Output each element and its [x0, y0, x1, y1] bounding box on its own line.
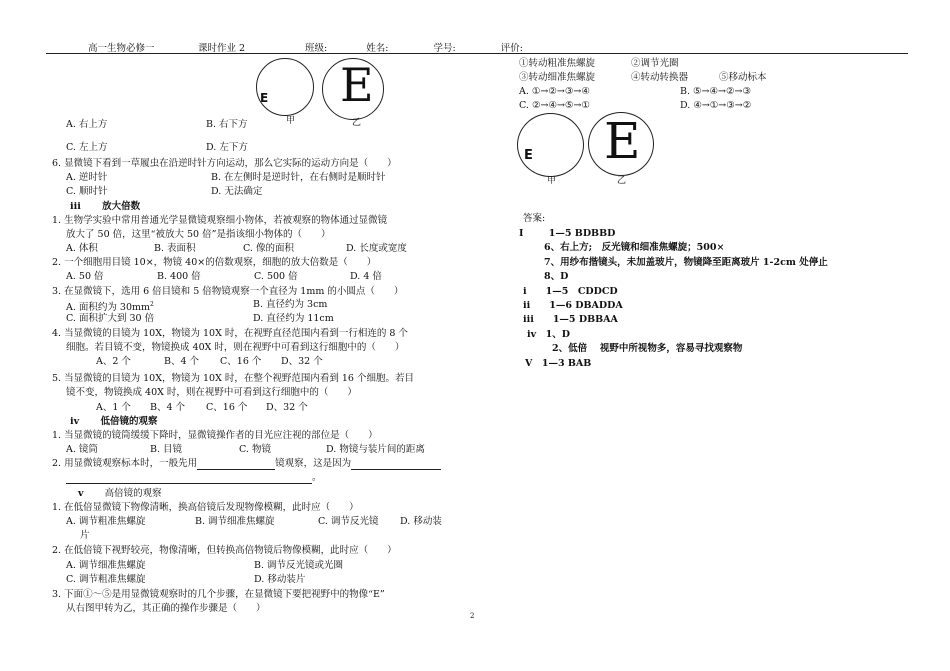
s3q3-option-d: D. 直径约为 11cm	[253, 313, 334, 324]
step-3: ③转动细准焦螺旋	[519, 72, 596, 83]
s3q4-option-a: A、2 个	[96, 356, 131, 367]
s3q5-line1: 5. 当显微镜的目镜为 10X，物镜为 10X 时，在整个视野范围内看到 16 个细胞。若目	[52, 373, 414, 384]
name-label: 姓名:	[366, 43, 389, 54]
answer-v: V 1—3 BAB	[525, 358, 592, 369]
s5q1-option-c: C. 调节反光镜	[318, 516, 379, 527]
q5-option-d: D. 左下方	[206, 142, 248, 153]
s4q1-text: 1. 当显微镜的镜筒缓缓下降时，显微镜操作者的目光应注视的部位是（ ）	[52, 430, 378, 441]
answer-i-number: I	[519, 228, 524, 239]
s5q1-text: 1. 在低倍显微镜下物像清晰，换高倍镜后发现物像模糊，此时应（ ）	[52, 502, 359, 513]
section-v-title: 高倍镜的观察	[104, 488, 162, 499]
s4q1-option-d: D. 物镜与装片间的距离	[326, 444, 425, 455]
label-jia-right: 甲	[547, 176, 557, 186]
section-iv-heading	[70, 415, 157, 428]
q5-option-b: B. 右下方	[206, 119, 248, 130]
section-v-heading	[78, 487, 162, 500]
s3q2-option-d: D. 4 倍	[350, 271, 382, 282]
section-iii-heading	[70, 200, 140, 213]
header-info-fields	[305, 40, 559, 54]
s5q3-option-b: B. ⑤→④→②→③	[680, 86, 751, 97]
s3q2-option-a: A. 50 倍	[66, 271, 104, 282]
s4q2-blank-3[interactable]	[66, 473, 312, 484]
s3q2-text: 2. 一个细胞用目镜 10×，物镜 40×的倍数观察，细胞的放大倍数是（ ）	[52, 257, 377, 268]
s5q1-option-a: A. 调节粗准焦螺旋	[66, 516, 146, 527]
q5-option-a: A. 右上方	[66, 119, 108, 130]
s4q2-line1	[52, 457, 441, 470]
letter-e-small-right: E	[524, 148, 533, 163]
s3q2-option-c: C. 500 倍	[254, 271, 298, 282]
letter-e-small: E	[260, 91, 269, 105]
class-label: 班级:	[305, 43, 328, 54]
s5q2-option-a: A. 调节细准焦螺旋	[66, 560, 146, 571]
answer-i-small: i 1—5 CDDCD	[523, 286, 618, 297]
answer-i-1-5: 1—5 BDBBD	[548, 228, 616, 239]
section-iv-title: 低倍镜的观察	[100, 416, 158, 427]
s3q3-option-a-text: A. 面积约为 30mm	[66, 302, 151, 314]
label-yi: 乙	[352, 118, 362, 128]
s5q1-option-d: D. 移动装	[400, 516, 442, 527]
s3q1-option-a: A. 体积	[66, 243, 98, 254]
answers-title: 答案:	[523, 213, 546, 224]
s4q1-option-c: C. 物镜	[239, 444, 271, 455]
s5q1-option-b: B. 调节细准焦螺旋	[195, 516, 275, 527]
step-1: ①转动粗准焦螺旋	[519, 58, 596, 69]
letter-e-large: E	[340, 58, 374, 112]
step-2: ②调节光圈	[631, 58, 679, 69]
q6-option-c: C. 顺时针	[66, 186, 108, 197]
q6-option-b: B. 在左侧时是逆时针，在右侧时是顺时针	[211, 172, 386, 183]
s5q2-option-b: B. 调节反光镜或光圈	[254, 560, 344, 571]
s4q2-middle: 镜观察，这是因为	[275, 458, 352, 469]
eval-label: 评价:	[500, 43, 523, 54]
s4q1-option-a: A. 镜筒	[66, 444, 98, 455]
s3q3-option-c: C. 面积扩大到 30 倍	[66, 313, 155, 324]
s4q2-line2	[66, 471, 322, 484]
s3q5-option-c: C、16 个	[206, 402, 248, 413]
answer-ii: ii 1—6 DBADDA	[523, 300, 623, 311]
s3q2-option-b: B. 400 倍	[157, 271, 201, 282]
answer-iv-1: iv 1、D	[527, 329, 570, 340]
header-subject: 高一生物必修一	[88, 43, 155, 54]
q5-option-c: C. 左上方	[66, 142, 108, 153]
page-number: 2	[470, 612, 475, 620]
s3q5-option-a: A、1 个	[96, 402, 131, 413]
label-jia: 甲	[286, 116, 296, 126]
s3q5-option-d: D、32 个	[266, 402, 308, 413]
answer-i-7: 7、用纱布揩镜头，未加盖玻片，物镜降至距离玻片 1-2cm 处停止	[544, 257, 828, 268]
answer-iii: iii 1—5 DBBAA	[523, 314, 618, 325]
q6-option-a: A. 逆时针	[66, 172, 108, 183]
s5q1-option-d-wrap: 片	[80, 530, 90, 541]
q6-option-d: D. 无法确定	[211, 186, 263, 197]
s3q4-option-d: D、32 个	[281, 356, 323, 367]
s3q3-text: 3. 在显微镜下，选用 6 倍目镜和 5 倍物镜观察一个直径为 1mm 的小圆点（ ）	[52, 286, 404, 297]
s3q1-option-d: D. 长度或宽度	[346, 243, 407, 254]
s3q4-line1: 4. 当显微镜的目镜为 10X，物镜为 10X 时，在视野直径范围内看到一行相连的 8 个	[52, 328, 408, 339]
s3q1-option-b: B. 表面积	[154, 243, 196, 254]
s4q2-prefix: 2. 用显微镜观察标本时，一般先用	[52, 458, 198, 469]
s4q2-blank-2[interactable]	[351, 459, 441, 470]
s4q2-end: 。	[312, 472, 322, 483]
s5q3-line2: 从右图甲转为乙，其正确的操作步骤是（ ）	[66, 603, 266, 614]
s4q2-blank-1[interactable]	[197, 459, 275, 470]
header-divider	[46, 53, 908, 54]
header-homework: 课时作业 2	[198, 43, 246, 54]
s3q3-option-b: B. 直径约为 3cm	[253, 299, 328, 310]
section-iii-title: 放大倍数	[102, 201, 141, 212]
s3q5-option-b: B、4 个	[150, 402, 186, 413]
answer-iv-2: 2、低倍 视野中所视物多，容易寻找观察物	[552, 343, 743, 354]
s3q5-line2: 镜不变，物镜换成 40X 时，则在视野中可看到这行细胞中的（ ）	[66, 387, 357, 398]
answer-i-row	[519, 227, 615, 240]
step-5: ⑤移动标本	[719, 72, 767, 83]
s5q2-option-c: C. 调节粗准焦螺旋	[66, 574, 146, 585]
s3q1-option-c: C. 像的面积	[243, 243, 294, 254]
answer-i-8: 8、D	[544, 271, 569, 282]
section-v-number: v	[78, 488, 84, 499]
section-iv-number: iv	[70, 416, 80, 427]
s3q1-line2: 放大了 50 倍，这里“被放大 50 倍”是指该细小物体的（ ）	[66, 229, 331, 240]
s5q2-option-d: D. 移动装片	[254, 574, 306, 585]
s5q3-line1: 3. 下面①～⑤是用显微镜观察时的几个步骤，在显微镜下要把视野中的物像“E”	[52, 589, 385, 600]
s3q3-option-a-sup: 2	[150, 301, 154, 308]
s5q3-option-c: C. ②→④→⑤→①	[519, 100, 590, 111]
s4q1-option-b: B. 目镜	[150, 444, 183, 455]
answer-i-6: 6、右上方; 反光镜和细准焦螺旋；500×	[544, 242, 725, 253]
s5q3-option-d: D. ④→①→③→②	[680, 100, 752, 111]
label-yi-right: 乙	[617, 176, 627, 186]
id-label: 学号:	[433, 43, 456, 54]
field-circle-jia-right	[517, 113, 584, 177]
s3q4-line2: 细胞。若目镜不变，物镜换成 40X 时，则在视野中可看到这行细胞中的（ ）	[66, 342, 405, 353]
s3q4-option-b: B、4 个	[164, 356, 200, 367]
step-4: ④转动转换器	[631, 72, 689, 83]
s5q2-text: 2. 在低倍镜下视野较亮，物像清晰，但转换高倍物镜后物像模糊，此时应（ ）	[52, 545, 397, 556]
field-circle-jia	[256, 58, 314, 116]
s5q3-option-a: A. ①→②→③→④	[519, 86, 590, 97]
s3q4-option-c: C、16 个	[220, 356, 262, 367]
letter-e-large-right: E	[604, 112, 641, 170]
s3q1-line1: 1. 生物学实验中常用普通光学显微镜观察细小物体，若被观察的物体通过显微镜	[52, 215, 388, 226]
section-iii-number: iii	[70, 201, 81, 212]
q6-text: 6. 显微镜下看到一草履虫在沿逆时针方向运动，那么它实际的运动方向是（ ）	[52, 158, 397, 169]
